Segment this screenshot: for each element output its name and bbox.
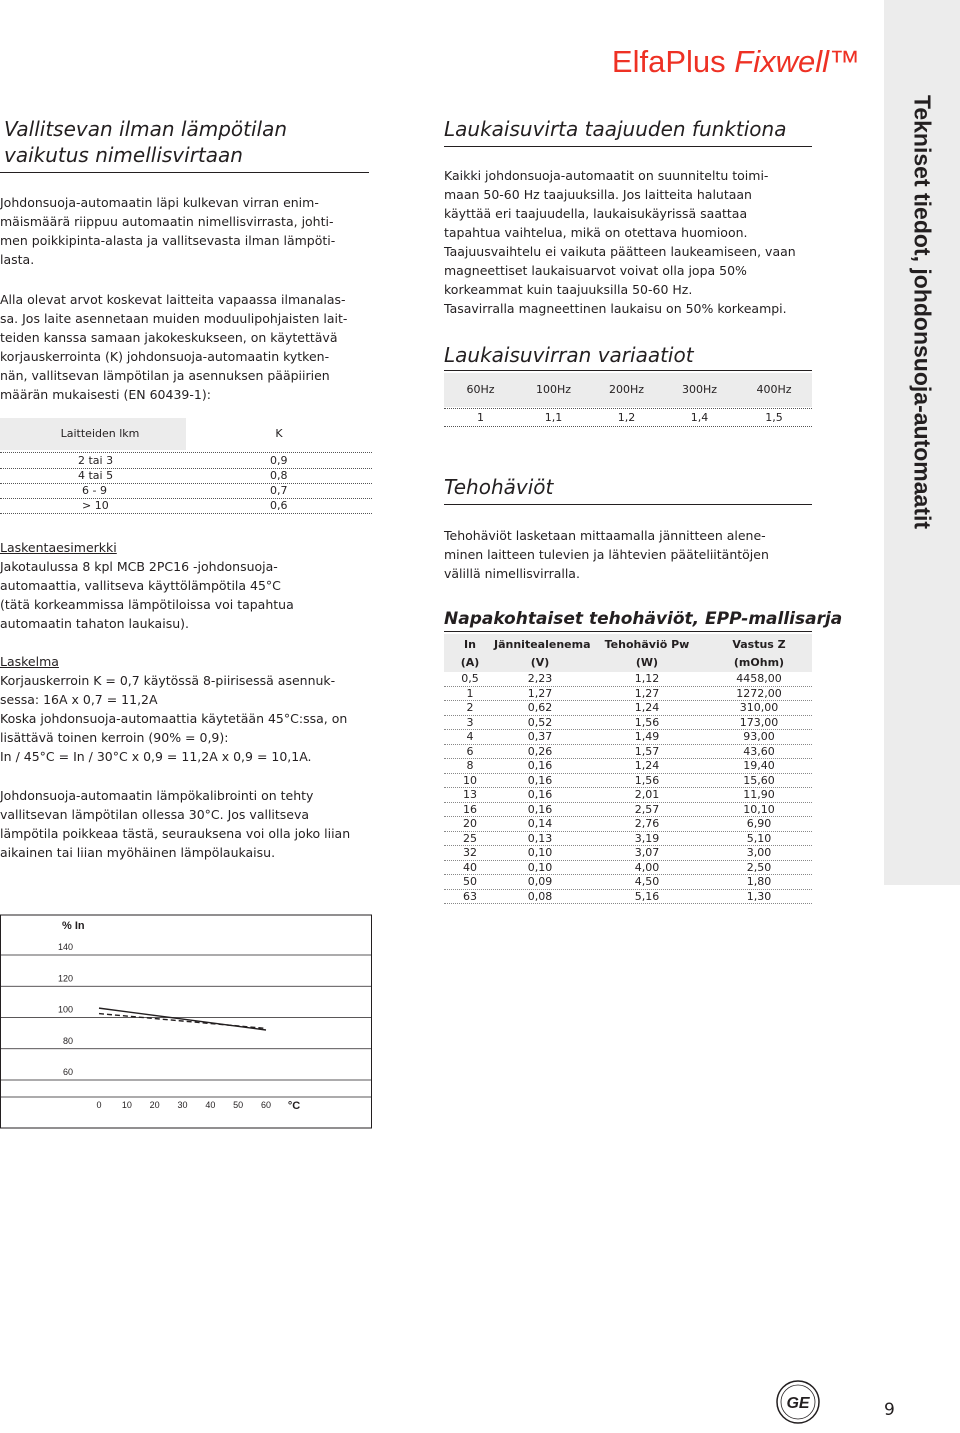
table-cell: 20 <box>463 817 477 830</box>
table-cell: 3,00 <box>746 846 772 859</box>
table-cell: 3 <box>466 715 474 729</box>
divider <box>0 452 372 453</box>
table-row <box>444 672 812 687</box>
table-cell: 0,08 <box>527 889 553 903</box>
table-row <box>444 803 812 818</box>
table-cell: 2,23 <box>527 672 553 685</box>
table-cell: 15,60 <box>743 773 775 787</box>
y-axis-label: % In <box>62 920 85 932</box>
epp-heading-rule <box>444 631 812 632</box>
table-cell: 6 <box>466 744 474 758</box>
calculation-block: Laskelma Korjauskerroin K = 0,7 käytössä 8-piirisessä asennuk- sessa: 16A x 0,7 = 11,2A Koska johdonsuoja-automaattia käytetään 45°C:ssa, on lisättävä toinen kerroin (90% = 0,9): In / 45°C = In / 30°C x 0,9 = 11,2A x 0,9 = 10,1A. <box>0 652 372 766</box>
table-cell: 1,30 <box>746 889 772 903</box>
table-cell: 0,16 <box>527 802 553 816</box>
table-cell: 6,90 <box>746 817 772 830</box>
table-cell: 10 <box>463 773 477 787</box>
variation-value: 1,2 <box>617 411 636 424</box>
freq-heading-rule <box>444 146 812 147</box>
x-tick-label: 60 <box>260 1100 272 1110</box>
table-cell: 8 <box>466 759 474 772</box>
table-cell: 1,56 <box>634 773 660 787</box>
table-cell: 4 <box>466 730 474 743</box>
table-cell: 0,10 <box>527 846 553 859</box>
temperature-chart <box>0 885 375 1130</box>
left-heading <box>4 116 287 168</box>
y-tick-label: 100 <box>57 1004 73 1015</box>
table-cell: 1272,00 <box>736 686 782 700</box>
table-row: 4 tai 5 0,8 <box>0 469 372 484</box>
brand-title: ElfaPlus Fixwell™ <box>611 44 860 79</box>
table-cell: 63 <box>463 889 477 903</box>
k-factor-table <box>0 418 372 518</box>
table-row <box>444 687 812 702</box>
table-cell: 0,5 <box>461 672 479 685</box>
table-cell: 1,27 <box>527 686 553 700</box>
table-cell: 4,00 <box>634 860 660 874</box>
table-cell: 19,40 <box>743 759 775 772</box>
table-cell: 4,50 <box>634 875 660 888</box>
variation-heading-rule <box>444 370 812 371</box>
loss-text: Tehohäviöt lasketaan mittaamalla jännitteen alene- minen laitteen tulevien ja lähtevien pääteliitäntöjen välillä nimellisvirralla. <box>444 528 769 581</box>
table-cell: 1,57 <box>634 744 660 758</box>
table-cell: 5,16 <box>634 889 660 903</box>
loss-heading-rule <box>444 504 812 505</box>
k-table-header-k: K <box>275 427 283 440</box>
table-cell: 1,27 <box>634 686 660 700</box>
table-row: > 10 0,6 <box>0 499 372 514</box>
variation-table <box>444 373 812 431</box>
x-tick-label: 10 <box>121 1100 132 1110</box>
ge-logo <box>776 1380 820 1424</box>
chart-frame <box>1 915 372 1128</box>
table-cell: 4458,00 <box>736 672 782 685</box>
variation-value: 1,1 <box>544 411 563 424</box>
left-para-1: Johdonsuoja-automaatin läpi kulkevan virran enim- mäismäärä riippuu automaatin nimellisvirrasta, johti- men poikkipinta-alasta ja vallitsevasta ilman lämpöti- lasta. <box>0 195 336 267</box>
table-cell: 2 <box>466 701 474 714</box>
table-cell: 2,50 <box>746 860 772 874</box>
table-cell: 1,56 <box>634 715 660 729</box>
left-heading-line: Vallitsevan ilman lämpötilan <box>4 117 288 141</box>
table-row <box>444 861 812 876</box>
table-cell: 25 <box>463 831 477 845</box>
left-para-2: Alla olevat arvot koskevat laitteita vapaassa ilmanalas- sa. Jos laite asennetaan muiden moduulipohjaisten lait- teiden kanssa samaan jakokeskukseen, on käytettävä korjauskerrointa (K) johdonsuoja-automaatin kytken- nän, vallitsevan lämpötilan ja asennuksen pääpiirien määrän mukaisesti (EN 60439-1): <box>0 292 348 402</box>
freq-heading: Laukaisuvirta taajuuden funktiona <box>444 117 787 141</box>
table-cell: 1 <box>466 686 474 700</box>
divider <box>444 408 812 409</box>
table-row <box>444 817 812 832</box>
y-tick-label: 60 <box>62 1067 73 1077</box>
divider <box>444 426 812 427</box>
table-row <box>444 846 812 861</box>
table-cell: 2,57 <box>634 802 660 816</box>
table-row: 2 tai 3 0,9 <box>0 454 372 469</box>
variation-freq: 300Hz <box>681 383 718 396</box>
variation-value: 1 <box>477 411 484 424</box>
table-row <box>444 716 812 731</box>
table-row <box>444 890 812 905</box>
x-axis-label: °C <box>287 1100 301 1112</box>
logo-lettering: GE <box>786 1395 810 1412</box>
left-heading-rule <box>0 172 369 173</box>
table-cell: 0,10 <box>527 860 553 874</box>
table-cell: 50 <box>463 875 477 888</box>
table-cell: 40 <box>463 860 477 874</box>
variation-value: 1,4 <box>690 411 709 424</box>
table-cell: 0,13 <box>527 831 553 845</box>
table-cell: 43,60 <box>743 744 775 758</box>
loss-heading: Tehohäviöt <box>444 475 554 499</box>
table-cell: 0,52 <box>527 715 553 729</box>
epp-units-row: (A) (V) (W) (mOhm) <box>460 656 785 669</box>
table-cell: 0,16 <box>527 788 553 801</box>
table-row: 6 - 9 0,7 <box>0 484 372 499</box>
table-cell: 93,00 <box>743 730 775 743</box>
table-cell: 32 <box>463 846 477 859</box>
left-heading-line: vaikutus nimellisvirtaan <box>4 143 243 167</box>
variation-freq: 200Hz <box>608 383 645 396</box>
epp-heading: Napakohtaiset tehohäviöt, EPP-mallisarja <box>444 609 843 629</box>
table-cell: 0,09 <box>527 875 553 888</box>
table-cell: 0,37 <box>527 730 553 743</box>
variation-heading: Laukaisuvirran variaatiot <box>444 343 694 367</box>
epp-loss-table <box>444 634 812 903</box>
y-tick-label: 140 <box>57 942 73 952</box>
table-cell: 2,01 <box>634 788 660 801</box>
x-tick-label: 20 <box>149 1100 160 1110</box>
y-tick-label: 80 <box>62 1035 73 1046</box>
table-cell: 11,90 <box>743 788 775 801</box>
chart-svg <box>0 885 375 1130</box>
table-cell: 16 <box>463 802 477 816</box>
table-row <box>444 701 812 716</box>
table-cell: 1,80 <box>746 875 772 888</box>
table-cell: 13 <box>463 788 477 801</box>
table-cell: 2,76 <box>634 817 660 830</box>
table-cell: 0,62 <box>527 701 553 714</box>
freq-text: Kaikki johdonsuoja-automaatit on suunniteltu toimi- maan 50-60 Hz taajuuksilla. Jos laitteita halutaan käyttää eri taajuudella, laukaisukäyrissä saattaa tapahtua vaihtelua, mikä on otettava huomioon. Taajuusvaihtelu ei vaikuta päätteen laukeamiseen, vaan magneettiset laukaisuarvot voivat olla jopa 50% korkeammat kuin taajuuksilla 50-60 Hz. Tasavirralla magneettinen laukaisu on 50% korkeampi. <box>444 168 796 316</box>
table-cell: 10,10 <box>743 802 775 816</box>
x-tick-label: 0 <box>96 1100 102 1110</box>
table-row <box>444 832 812 847</box>
calibration-note: Johdonsuoja-automaatin lämpökalibrointi on tehty vallitsevan lämpötilan ollessa 30°C. Jos vallitseva lämpötila poikkeaa tästä, seurauksena voi olla joko liian aikainen tai liian myöhäinen lämpölaukaisu. <box>0 788 351 860</box>
table-row <box>444 875 812 890</box>
table-cell: 3,07 <box>634 846 660 859</box>
sidebar-title: Tekniset tiedot, johdonsuoja-automaatit <box>909 95 936 530</box>
epp-header-row: In Jännitealenema Tehohäviö Pw Vastus Z <box>464 638 786 651</box>
table-row <box>444 759 812 774</box>
table-row <box>444 745 812 760</box>
example-block: Laskentaesimerkki Jakotaulussa 8 kpl MCB 2PC16 -johdonsuoja- automaattia, vallitseva käyttölämpötila 45°C (tätä korkeammissa lämpötiloissa voi tapahtua automaatin tahaton laukaisu). <box>0 538 372 633</box>
epp-table-body <box>444 672 812 904</box>
table-row <box>444 788 812 803</box>
k-table-body <box>0 454 372 514</box>
table-cell: 1,24 <box>634 759 660 772</box>
variation-freq: 400Hz <box>756 383 792 396</box>
page-number: 9 <box>884 1400 895 1420</box>
example-title: Laskentaesimerkki <box>0 540 117 555</box>
x-tick-label: 30 <box>177 1100 188 1110</box>
variation-freq: 100Hz <box>535 383 572 396</box>
table-cell: 3,19 <box>634 831 660 845</box>
variation-value: 1,5 <box>765 411 783 424</box>
x-tick-label: 40 <box>205 1100 216 1110</box>
calc-title: Laskelma <box>0 654 59 669</box>
table-cell: 173,00 <box>739 715 779 729</box>
table-cell: 1,49 <box>634 730 660 743</box>
table-cell: 1,24 <box>634 701 660 714</box>
table-cell: 1,12 <box>634 672 660 685</box>
table-cell: 0,14 <box>527 817 553 830</box>
table-cell: 0,26 <box>527 744 553 758</box>
k-table-header-devices: Laitteiden lkm <box>60 427 140 440</box>
table-cell: 5,10 <box>746 831 772 845</box>
variation-freq: 60Hz <box>466 383 495 396</box>
y-tick-label: 120 <box>57 973 73 984</box>
x-tick-label: 50 <box>233 1100 244 1110</box>
table-row <box>444 730 812 745</box>
table-cell: 0,16 <box>527 773 553 787</box>
table-cell: 310,00 <box>739 701 779 714</box>
table-row <box>444 774 812 789</box>
sidebar-band <box>884 0 960 885</box>
table-cell: 0,16 <box>527 759 553 772</box>
